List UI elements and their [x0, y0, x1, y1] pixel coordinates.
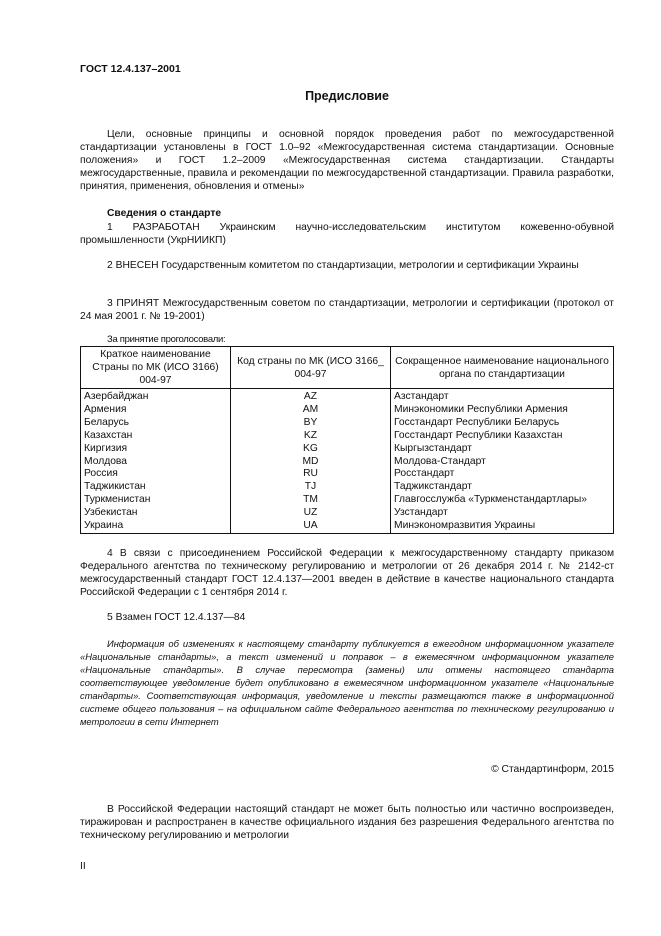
- cell-country-code: RU: [231, 468, 391, 481]
- cell-country-name: Казахстан: [81, 430, 231, 443]
- table-row: [81, 481, 614, 494]
- item-2-submitted: 2 ВНЕСЕН Государственным комитетом по стандартизации, метрологии и сертификации Украины: [107, 260, 579, 271]
- table-header-row: [81, 347, 614, 389]
- table-row: [81, 389, 614, 404]
- cell-country-code: KG: [231, 443, 391, 456]
- cell-national-body: Госстандарт Республики Беларусь: [391, 417, 614, 430]
- header-country-code: Код страны по МК (ИСО 3166_ 004-97: [231, 347, 391, 389]
- table-row: [81, 520, 614, 533]
- header-national-body: Сокращенное наименование национального органа по стандартизации: [391, 347, 614, 389]
- cell-national-body: Узстандарт: [391, 507, 614, 520]
- table-row: [81, 507, 614, 520]
- cell-country-code: UA: [231, 520, 391, 533]
- cell-country-name: Молдова: [81, 456, 231, 469]
- item-3-adopted: 3 ПРИНЯТ Межгосударственным советом по стандартизации, метрологии и сертификации (протокол от 24 мая 2001 г. № 19-2001): [80, 298, 614, 322]
- voting-countries-table: [80, 346, 614, 534]
- cell-national-body: Росстандарт: [391, 468, 614, 481]
- intro-paragraph: Цели, основные принципы и основной порядок проведения работ по межгосударственной стандартизации установлены в ГОСТ 1.0–92 «Межгосударственная система стандартизации. Основные положения» и ГОСТ 1.2–2009 «Межгосударственная система стандартизации. Стандарты межгосударственные, правила и рекомендации по межгосударственной стандартизации. Правила разработки, принятия, применения, обновления и отмены»: [80, 129, 614, 192]
- cell-country-name: Армения: [81, 404, 231, 417]
- cell-country-code: TM: [231, 494, 391, 507]
- item-4-enactment: 4 В связи с присоединением Российской Федерации к межгосударственному стандарту приказом Федерального агентства по техническому регулированию и метрологии от 26 декабря 2014 г. № 2142-ст межгосударственный стандарт ГОСТ 12.4.137—2001 введен в действие в качестве национального стандарта Российской Федерации с 1 сентября 2014 г.: [80, 548, 614, 598]
- vote-caption: За принятие проголосовали:: [107, 334, 226, 345]
- cell-country-name: Туркменистан: [81, 494, 231, 507]
- cell-national-body: Главгосслужба «Туркменстандартлары»: [391, 494, 614, 507]
- cell-country-name: Беларусь: [81, 417, 231, 430]
- document-code: ГОСТ 12.4.137–2001: [80, 63, 181, 75]
- cell-country-code: UZ: [231, 507, 391, 520]
- cell-country-code: AM: [231, 404, 391, 417]
- cell-country-name: Россия: [81, 468, 231, 481]
- table-row: [81, 494, 614, 507]
- cell-country-code: BY: [231, 417, 391, 430]
- table-row: [81, 430, 614, 443]
- cell-country-name: Киргизия: [81, 443, 231, 456]
- cell-country-name: Украина: [81, 520, 231, 533]
- table-row: [81, 404, 614, 417]
- cell-national-body: Минэкономики Республики Армения: [391, 404, 614, 417]
- cell-national-body: Минэкономразвития Украины: [391, 520, 614, 533]
- reproduction-notice: В Российской Федерации настоящий стандарт не может быть полностью или частично воспроизведен, тиражирован и распространен в качестве официального издания без разрешения Федерального агентства по техническому регулированию и метрологии: [80, 804, 614, 841]
- cell-country-name: Таджикистан: [81, 481, 231, 494]
- table-row: [81, 443, 614, 456]
- item-1-developed: 1 РАЗРАБОТАН Украинским научно-исследовательским институтом кожевенно-обувной промышленности (УкрНИИКП): [80, 222, 614, 246]
- copyright-line: © Стандартинформ, 2015: [491, 764, 614, 775]
- cell-country-code: TJ: [231, 481, 391, 494]
- cell-national-body: Кыргызстандарт: [391, 443, 614, 456]
- cell-country-name: Азербайджан: [81, 389, 231, 404]
- cell-national-body: Азстандарт: [391, 389, 614, 404]
- cell-country-code: AZ: [231, 389, 391, 404]
- cell-country-name: Узбекистан: [81, 507, 231, 520]
- table-row: [81, 456, 614, 469]
- cell-country-code: KZ: [231, 430, 391, 443]
- table-row: [81, 417, 614, 430]
- cell-national-body: Госстандарт Республики Казахстан: [391, 430, 614, 443]
- header-country-name: Краткое наименование Страны по МК (ИСО 3166) 004-97: [81, 347, 231, 389]
- standard-info-heading: Сведения о стандарте: [107, 208, 222, 219]
- item-5-replaces: 5 Взамен ГОСТ 12.4.137—84: [107, 612, 246, 623]
- page-title: Предисловие: [305, 89, 389, 103]
- table-row: [81, 468, 614, 481]
- page-number: II: [80, 861, 86, 872]
- changes-notice: Информация об изменениях к настоящему стандарту публикуется в ежегодном информационном указателе «Национальные стандарты», а текст изменений и поправок – в ежемесячном информационном указателе «Национальные стандарты». В случае пересмотра (замены) или отмены настоящего стандарта соответствующее уведомление будет опубликовано в ежемесячном информационном указателе «Национальные стандарты». Соответствующая информация, уведомление и тексты размещаются также в информационной системе общего пользования – на официальном сайте Федерального агентства по техническому регулированию и метрологии в сети Интернет: [80, 638, 614, 727]
- cell-national-body: Таджикстандарт: [391, 481, 614, 494]
- cell-national-body: Молдова-Стандарт: [391, 456, 614, 469]
- cell-country-code: MD: [231, 456, 391, 469]
